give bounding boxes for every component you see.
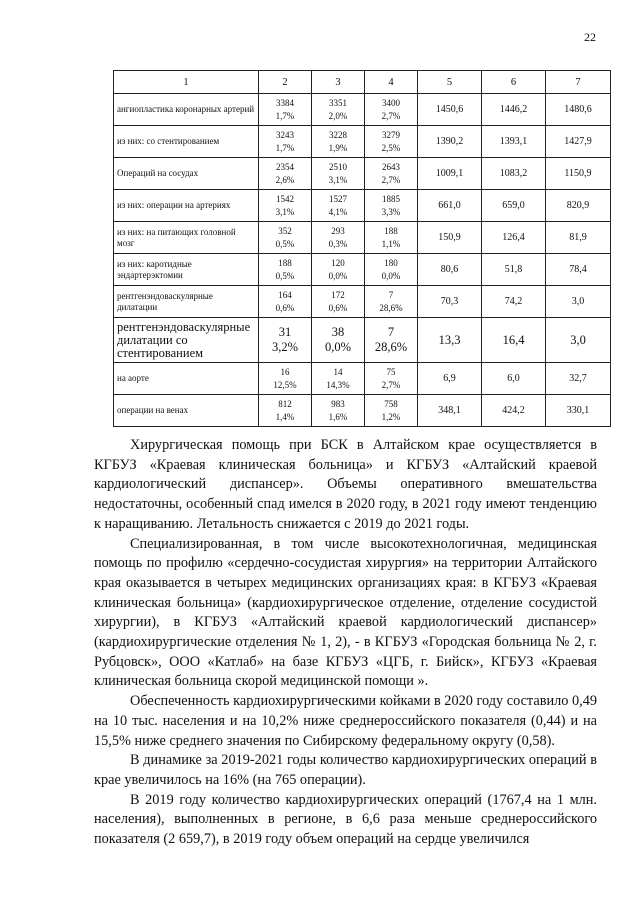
cell-percent: 2,7% — [381, 110, 401, 121]
table-cell: 1427,9 — [546, 126, 611, 158]
table-cell: 424,2 — [482, 395, 546, 427]
table-row — [114, 158, 611, 190]
cell-value: 180 — [384, 257, 398, 268]
table-cell — [259, 286, 312, 318]
cell-percent: 1,2% — [381, 411, 401, 422]
table-cell: 1480,6 — [546, 94, 611, 126]
table-cell — [365, 126, 418, 158]
cell-value: 3351 — [329, 97, 347, 108]
table-cell — [312, 158, 365, 190]
table-cell — [365, 94, 418, 126]
table-cell: 661,0 — [418, 190, 482, 222]
cell-percent: 0,3% — [328, 238, 348, 249]
row-label: из них: на питающих головной мозг — [114, 222, 259, 254]
cell-value: 7 — [387, 325, 395, 339]
table-cell — [365, 395, 418, 427]
cell-value: 31 — [278, 325, 292, 339]
table-cell: 126,4 — [482, 222, 546, 254]
cell-percent: 2,6% — [275, 174, 295, 185]
table-cell — [259, 363, 312, 395]
table-cell: 80,6 — [418, 254, 482, 286]
cell-value: 14 — [333, 366, 343, 377]
cell-percent: 1,9% — [328, 142, 348, 153]
table-row — [114, 254, 611, 286]
cell-percent: 0,5% — [275, 238, 295, 249]
row-label: из них: операции на артериях — [114, 190, 259, 222]
table-cell — [259, 318, 312, 363]
table-cell: 1390,2 — [418, 126, 482, 158]
cell-value: 3400 — [382, 97, 400, 108]
table-cell — [259, 190, 312, 222]
row-label: операции на венах — [114, 395, 259, 427]
cell-value: 3384 — [276, 97, 294, 108]
table-header-row — [114, 71, 611, 94]
cell-value: 352 — [278, 225, 292, 236]
table-cell — [259, 222, 312, 254]
cell-value: 1542 — [276, 193, 294, 204]
table-cell — [259, 254, 312, 286]
table-cell — [312, 94, 365, 126]
column-header: 6 — [482, 71, 546, 94]
table-cell: 81,9 — [546, 222, 611, 254]
cell-value: 2354 — [276, 161, 294, 172]
table-cell — [312, 318, 365, 363]
table-cell — [312, 286, 365, 318]
table-cell: 70,3 — [418, 286, 482, 318]
table-row — [114, 94, 611, 126]
table-cell — [259, 126, 312, 158]
table-cell: 78,4 — [546, 254, 611, 286]
row-label: из них: каротидные эндартерэктомии — [114, 254, 259, 286]
cell-percent: 3,2% — [271, 340, 299, 354]
cell-percent: 0,0% — [324, 340, 352, 354]
paragraph: В динамике за 2019-2021 годы количество кардиохирургических операций в крае увеличилось на 16% (на 765 операции). — [94, 752, 597, 788]
table-cell: 1450,6 — [418, 94, 482, 126]
row-label: рентгенэндоваскулярные дилатации со стентированием — [114, 318, 259, 363]
paragraph: Обеспеченность кардиохирургическими койками в 2020 году составило 0,49 на 10 тыс. населения и на 10,2% ниже среднероссийского показателя (0,44) и на 15,5% ниже среднего значения по Сибирскому федеральному округу (0,58). — [94, 693, 597, 749]
cell-value: 758 — [384, 398, 398, 409]
table-cell: 1446,2 — [482, 94, 546, 126]
table-cell — [312, 254, 365, 286]
cell-value: 172 — [331, 289, 345, 300]
cell-percent: 12,5% — [273, 379, 297, 390]
table-cell: 1393,1 — [482, 126, 546, 158]
table-cell — [365, 190, 418, 222]
table-cell — [312, 222, 365, 254]
table-cell: 1150,9 — [546, 158, 611, 190]
table-row — [114, 190, 611, 222]
paragraph: Специализированная, в том числе высокотехнологичная, медицинская помощь по профилю «сердечно-сосудистая хирургия» на территории Алтайского края оказывается в четырех медицинских организациях края: в КГБУЗ «Краевая клиническая больница» (кардиохирургическое отделение, отделение сосудистой хирургии), в КГБУЗ «Алтайский краевой кардиологический диспансер» (кардиохирургические отделения № 1, 2), - в КГБУЗ «Городская больница № 2, г. Рубцовск», ООО «Катлаб» на базе КГБУЗ «ЦГБ, г. Бийск», КГБУЗ «Краевая клиническая больница скорой медицинской помощи ». — [94, 535, 597, 690]
column-header: 7 — [546, 71, 611, 94]
cell-percent: 2,5% — [381, 142, 401, 153]
table-row — [114, 222, 611, 254]
row-label: рентгенэндоваскулярные дилатации — [114, 286, 259, 318]
surgery-statistics-table — [113, 70, 611, 427]
cell-value: 164 — [278, 289, 292, 300]
cell-percent: 0,0% — [381, 270, 401, 281]
cell-percent: 1,1% — [381, 238, 401, 249]
row-label: ангиопластика коронарных артерий — [114, 94, 259, 126]
cell-value: 2643 — [382, 161, 400, 172]
table-cell: 74,2 — [482, 286, 546, 318]
cell-percent: 2,7% — [381, 174, 401, 185]
cell-percent: 3,3% — [381, 206, 401, 217]
table-cell — [312, 363, 365, 395]
paragraph: Хирургическая помощь при БСК в Алтайском крае осуществляется в КГБУЗ «Краевая клиническая больница» и КГБУЗ «Алтайский краевой кардиологический диспансер». Объемы оперативного вмешательства недостаточны, особенный спад имелся в 2020 году, в 2021 году имеют тенденцию к наращиванию. Летальность снижается с 2019 до 2021 годы. — [94, 437, 597, 532]
table-row — [114, 395, 611, 427]
cell-value: 120 — [331, 257, 345, 268]
table-cell — [259, 395, 312, 427]
table-cell — [365, 318, 418, 363]
cell-value: 983 — [331, 398, 345, 409]
table-cell: 6,9 — [418, 363, 482, 395]
cell-value: 3228 — [329, 129, 347, 140]
row-label: Операций на сосудах — [114, 158, 259, 190]
table-cell: 6,0 — [482, 363, 546, 395]
cell-value: 7 — [388, 289, 394, 300]
cell-percent: 0,6% — [328, 302, 348, 313]
table-cell: 820,9 — [546, 190, 611, 222]
column-header: 1 — [114, 71, 259, 94]
cell-percent: 0,5% — [275, 270, 295, 281]
table-cell — [312, 126, 365, 158]
table-cell: 3,0 — [546, 318, 611, 363]
cell-percent: 28,6% — [379, 302, 403, 313]
cell-percent: 14,3% — [326, 379, 350, 390]
cell-percent: 1,7% — [275, 110, 295, 121]
body-text — [94, 436, 597, 850]
cell-value: 1527 — [329, 193, 347, 204]
table-cell: 1083,2 — [482, 158, 546, 190]
cell-percent: 3,1% — [275, 206, 295, 217]
table-row — [114, 286, 611, 318]
table-cell — [259, 94, 312, 126]
cell-value: 2510 — [329, 161, 347, 172]
cell-percent: 3,1% — [328, 174, 348, 185]
table-cell: 3,0 — [546, 286, 611, 318]
column-header: 2 — [259, 71, 312, 94]
paragraph: В 2019 году количество кардиохирургических операций (1767,4 на 1 млн. населения), выполненных в регионе, в 6,6 раза меньше среднероссийского показателя (2 659,7), в 2019 году объем операций на сердце увеличился — [94, 791, 597, 848]
table-cell: 51,8 — [482, 254, 546, 286]
row-label: из них: со стентированием — [114, 126, 259, 158]
table-cell: 13,3 — [418, 318, 482, 363]
cell-value: 16 — [280, 366, 290, 377]
cell-percent: 0,6% — [275, 302, 295, 313]
cell-value: 3243 — [276, 129, 294, 140]
column-header: 4 — [365, 71, 418, 94]
row-label: на аорте — [114, 363, 259, 395]
table-cell — [365, 254, 418, 286]
cell-percent: 1,4% — [275, 411, 295, 422]
cell-value: 812 — [278, 398, 292, 409]
cell-value: 38 — [331, 325, 345, 339]
cell-percent: 4,1% — [328, 206, 348, 217]
cell-value: 188 — [384, 225, 398, 236]
cell-value: 1885 — [382, 193, 400, 204]
cell-percent: 0,0% — [328, 270, 348, 281]
cell-percent: 28,6% — [374, 340, 408, 354]
table-row — [114, 126, 611, 158]
table-cell: 16,4 — [482, 318, 546, 363]
column-header: 5 — [418, 71, 482, 94]
cell-value: 75 — [386, 366, 396, 377]
table-cell — [365, 286, 418, 318]
cell-percent: 1,6% — [328, 411, 348, 422]
table-cell — [365, 158, 418, 190]
table-cell: 659,0 — [482, 190, 546, 222]
cell-value: 188 — [278, 257, 292, 268]
table-cell — [365, 363, 418, 395]
page-number: 22 — [584, 30, 596, 44]
table-cell — [365, 222, 418, 254]
column-header: 3 — [312, 71, 365, 94]
cell-percent: 2,0% — [328, 110, 348, 121]
table-row — [114, 363, 611, 395]
table-cell — [259, 158, 312, 190]
table-cell: 32,7 — [546, 363, 611, 395]
cell-value: 293 — [331, 225, 345, 236]
table-cell: 330,1 — [546, 395, 611, 427]
table-row — [114, 318, 611, 363]
cell-percent: 1,7% — [275, 142, 295, 153]
table-cell — [312, 190, 365, 222]
cell-value: 3279 — [382, 129, 400, 140]
table-cell — [312, 395, 365, 427]
cell-percent: 2,7% — [381, 379, 401, 390]
table-cell: 1009,1 — [418, 158, 482, 190]
table-cell: 150,9 — [418, 222, 482, 254]
table-cell: 348,1 — [418, 395, 482, 427]
